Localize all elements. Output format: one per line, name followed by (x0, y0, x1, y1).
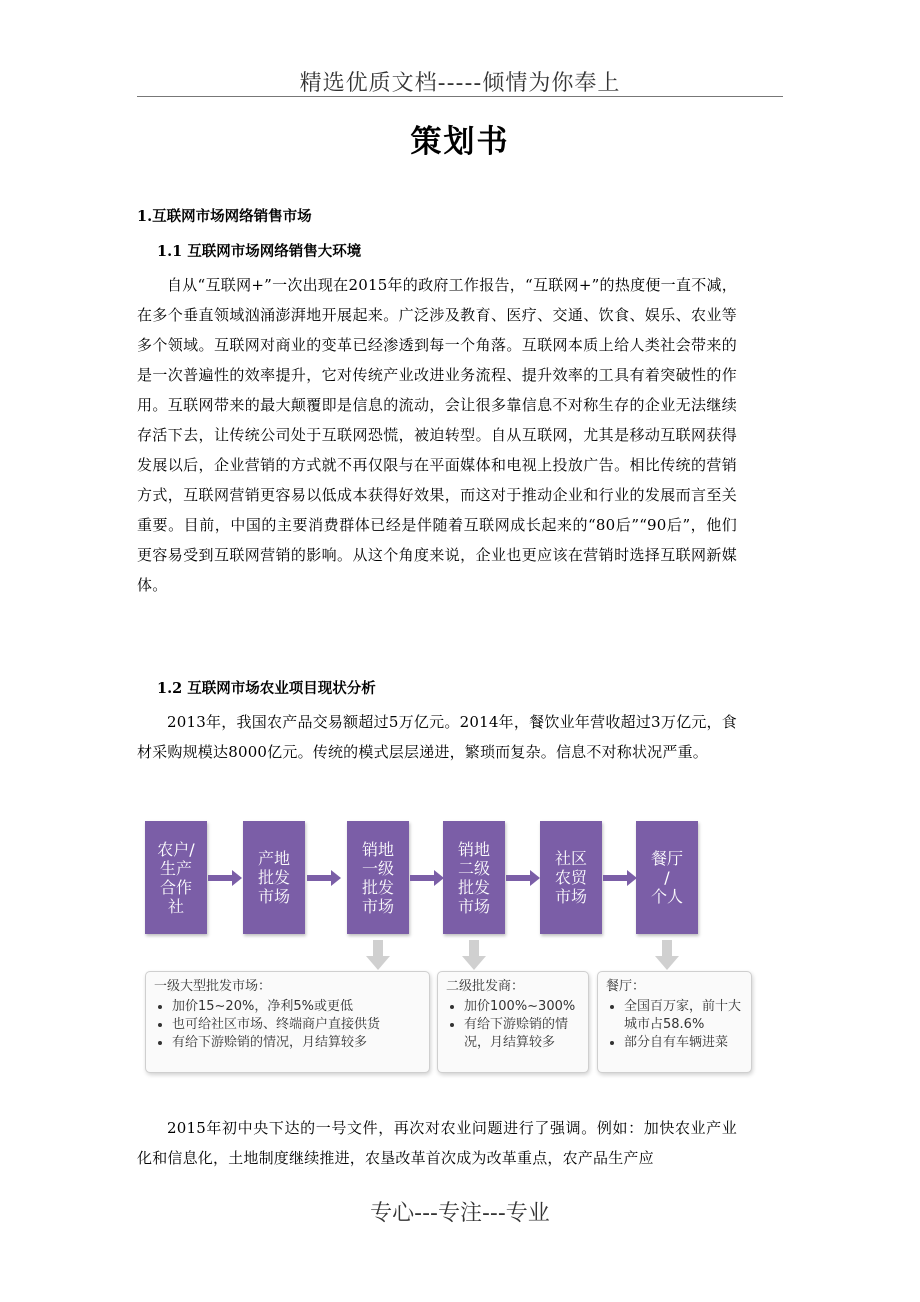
node-primary-wholesale: 销地 一级 批发 市场 (347, 821, 409, 934)
node-secondary-wholesale: 销地 二级 批发 市场 (443, 821, 505, 934)
paragraph-2: 2013年，我国农产品交易额超过5万亿元。2014年，餐饮业年营收超过3万亿元，食材采购规模达8000亿元。传统的模式层层递进，繁琐而复杂。信息不对称状况严重。 (137, 713, 737, 761)
section-heading-1: 1.互联网市场网络销售市场 (137, 208, 312, 225)
node-farmers: 农户/ 生产 合作 社 (145, 821, 207, 934)
info-box-primary-wholesale (145, 971, 430, 1073)
info-box-secondary-wholesale (437, 971, 589, 1073)
page-header: 精选优质文档-----倾情为你奉上 (299, 71, 621, 96)
arrow-right-icon (307, 870, 341, 886)
paragraph-1: 自从“互联网+”一次出现在2015年的政府工作报告，“互联网+”的热度便一直不减，在多个垂直领域汹涌澎湃地开展起来。广泛涉及教育、医疗、交通、饮食、娱乐、农业等多个领域。互联网对商业的变革已经渗透到每一个角落。互联网本质上给人类社会带来的是一次普遍性的效率提升，它对传统产业改进业务流程、提升效率的工具有着突破性的作用。互联网带来的最大颠覆即是信息的流动，会让很多靠信息不对称生存的企业无法继续存活下去，让传统公司处于互联网恐慌，被迫转型。自从互联网，尤其是移动互联网获得发展以后，企业营销的方式就不再仅限与在平面媒体和电视上投放广告。相比传统的营销方式，互联网营销更容易以低成本获得好效果，而这对于推动企业和行业的发展而言至关重要。目前，中国的主要消费群体已经是伴随着互联网成长起来的“80后”“90后”，他们更容易受到互联网营销的影响。从这个角度来说，企业也更应该在营销时选择互联网新媒体。 (137, 276, 737, 594)
page-title: 策划书 (410, 124, 510, 160)
list-item: • 部分自有车辆进菜 (624, 1034, 743, 1052)
node-origin-wholesale: 产地 批发 市场 (243, 821, 305, 934)
list-item: • 有给下游赊销的情况，月结算较多 (464, 1016, 580, 1052)
list-item: • 也可给社区市场、终端商户直接供货 (172, 1016, 421, 1034)
info-box-title: 一级大型批发市场： (154, 979, 272, 994)
arrow-down-icon (462, 940, 486, 970)
supply-chain-diagram (137, 813, 757, 1079)
page-footer: 专心---专注---专业 (370, 1201, 550, 1226)
section-heading-1-1: 1.1 互联网市场网络销售大环境 (157, 243, 362, 260)
arrow-right-icon (506, 870, 540, 886)
arrow-down-icon (655, 940, 679, 970)
info-box-title: 餐厅： (606, 979, 646, 994)
info-box-restaurant (597, 971, 752, 1073)
list-item: • 全国百万家，前十大城市占58.6% (624, 998, 743, 1034)
header-divider (137, 96, 783, 97)
paragraph-3: 2015年初中央下达的一号文件，再次对农业问题进行了强调。例如：加快农业产业化和信息化，土地制度继续推进，农垦改革首次成为改革重点，农产品生产应 (137, 1119, 737, 1167)
arrow-right-icon (208, 870, 242, 886)
list-item: • 加价100%~300% (464, 998, 580, 1016)
arrow-right-icon (410, 870, 444, 886)
node-community-market: 社区 农贸 市场 (540, 821, 602, 934)
arrow-right-icon (603, 870, 637, 886)
section-heading-1-2: 1.2 互联网市场农业项目现状分析 (157, 680, 376, 697)
node-restaurant: 餐厅 / 个人 (636, 821, 698, 934)
info-box-title: 二级批发商： (446, 979, 525, 994)
arrow-down-icon (366, 940, 390, 970)
list-item: • 加价15~20%，净利5%或更低 (172, 998, 421, 1016)
list-item: • 有给下游赊销的情况，月结算较多 (172, 1034, 421, 1052)
